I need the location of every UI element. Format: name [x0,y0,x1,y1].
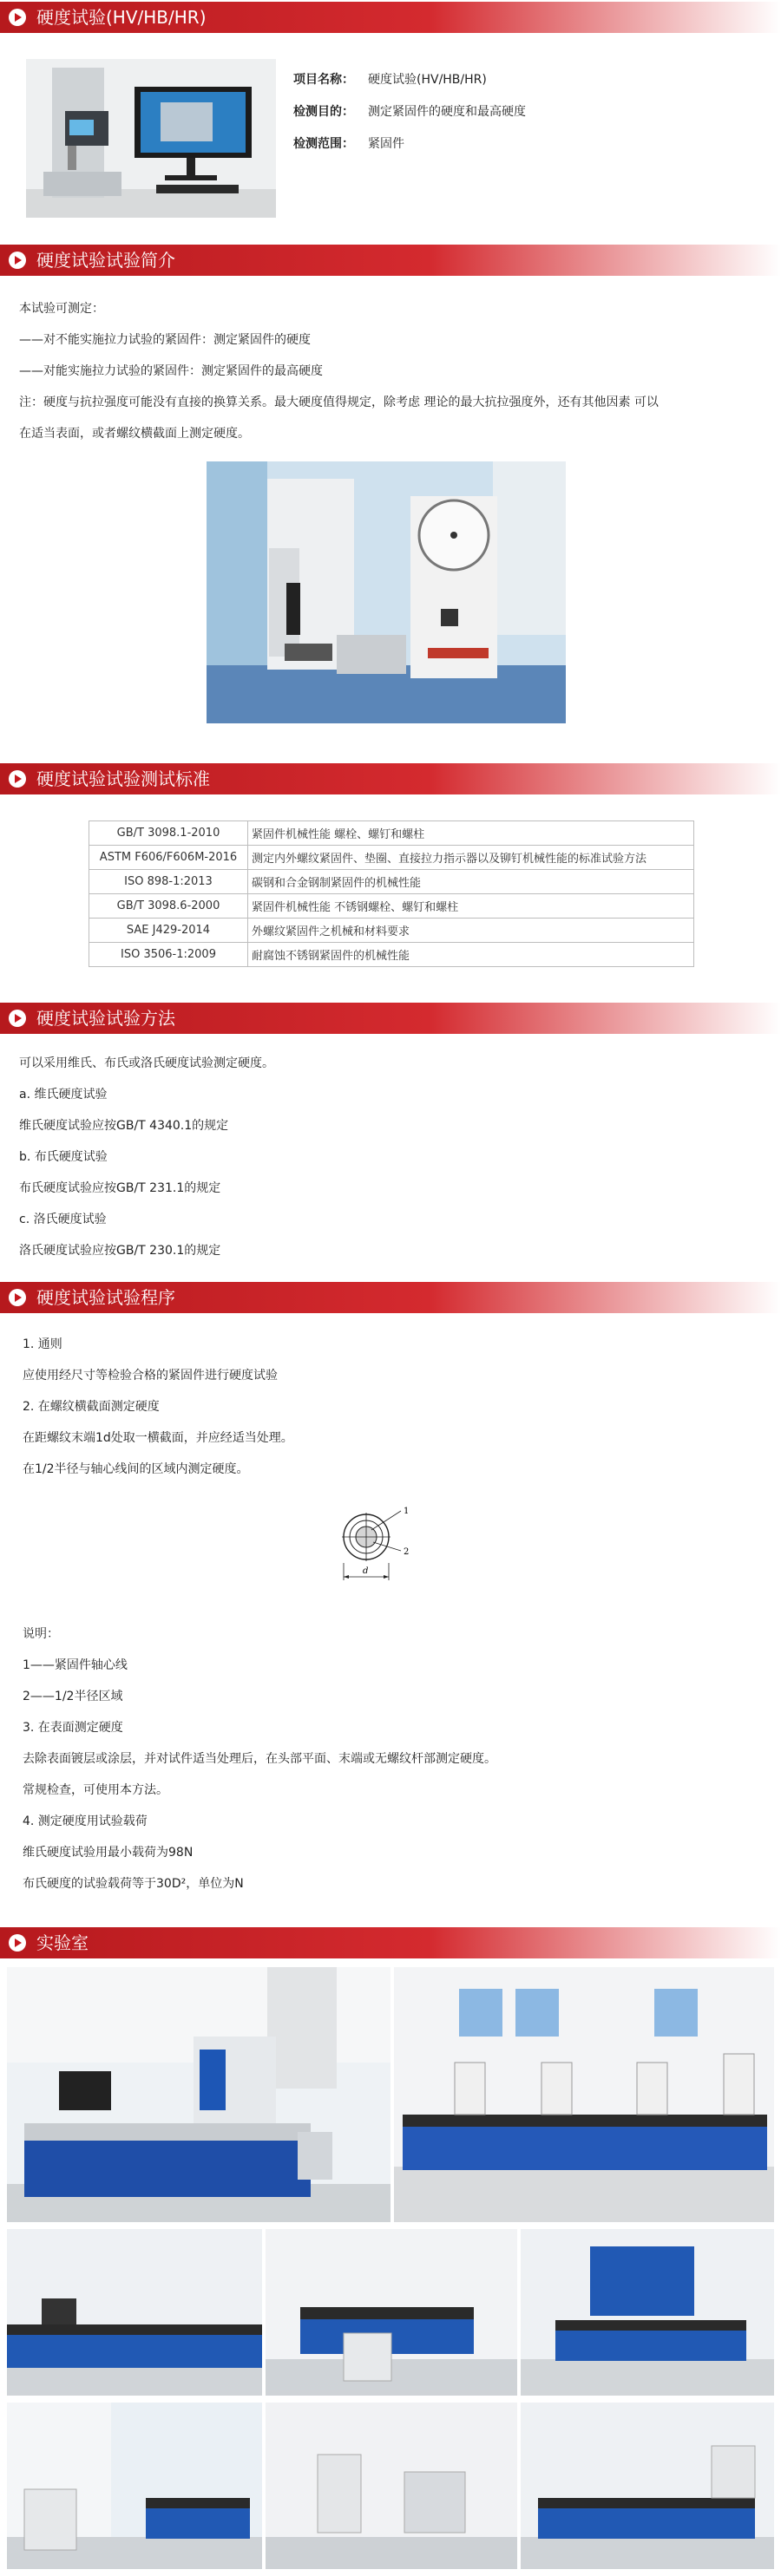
purpose-value: 测定紧固件的硬度和最高硬度 [368,105,526,119]
purpose-label: 检测目的： [293,105,354,119]
procedure-line: 布氏硬度的试验载荷等于30D²，单位为N [23,1877,244,1891]
standard-code: ASTM F606/F606M-2016 [89,846,248,870]
section-header-method [0,1003,781,1034]
standard-code: ISO 3506-1:2009 [89,943,248,967]
arrow-right-icon [9,1934,26,1952]
table-row [89,894,694,919]
table-row [89,919,694,943]
standard-code: SAE J429-2014 [89,919,248,943]
arrow-right-icon [9,1289,26,1306]
section-header-standards [0,763,781,794]
bolt-cross-section-diagram [330,1500,434,1596]
arrow-right-icon [9,9,26,26]
standard-desc: 紧固件机械性能 不锈钢螺栓、螺钉和螺柱 [248,894,694,919]
standard-desc: 测定内外螺纹紧固件、垫圈、直接拉力指示器以及铆钉机械性能的标准试验方法 [248,846,694,870]
arrow-right-icon [9,1010,26,1027]
method-line: 洛氏硬度试验应按GB/T 230.1的规定 [19,1244,221,1258]
vickers-hardness-tester-photo [26,59,276,218]
lab-photo-hardness-room [394,1967,774,2222]
diagram-label-d: d [363,1566,369,1576]
table-row [89,821,694,846]
section-title: 实验室 [36,1932,89,1953]
standard-code: GB/T 3098.1-2010 [89,821,248,846]
intro-line: ——对不能实施拉力试验的紧固件：测定紧固件的硬度 [19,333,311,347]
procedure-line: 3. 在表面测定硬度 [23,1721,123,1735]
section-title: 硬度试验(HV/HB/HR) [36,7,207,28]
lab-photo-small [266,2229,517,2396]
procedure-line: 常规检查，可使用本方法。 [23,1783,168,1797]
procedure-line: 1——紧固件轴心线 [23,1658,128,1672]
lab-photo-small [521,2229,774,2396]
arrow-right-icon [9,252,26,269]
method-line: 布氏硬度试验应按GB/T 231.1的规定 [19,1181,221,1195]
procedure-line: 去除表面镀层或涂层，并对试件适当处理后，在头部平面、末端或无螺纹杆部测定硬度。 [23,1752,496,1766]
intro-line: 注：硬度与抗拉强度可能没有直接的换算关系。最大硬度值得规定，除考虑 理论的最大抗拉强度外，还有其他因素 可以 [19,396,659,409]
scope-label: 检测范围： [293,137,354,151]
procedure-line: 4. 测定硬度用试验载荷 [23,1814,148,1828]
procedure-line: 2. 在螺纹横截面测定硬度 [23,1400,160,1414]
table-row [89,870,694,894]
diagram-label-2: 2 [404,1547,410,1557]
procedure-line: 在1/2半径与轴心线间的区域内测定硬度。 [23,1462,249,1476]
standard-desc: 外螺纹紧固件之机械和材料要求 [248,919,694,943]
procedure-line: 在距螺纹末端1d处取一横截面，并应经适当处理。 [23,1431,293,1445]
diagram-label-1: 1 [404,1507,410,1516]
lab-photo-small [7,2229,262,2396]
method-line: 可以采用维氏、布氏或洛氏硬度试验测定硬度。 [19,1056,274,1070]
intro-line: ——对能实施拉力试验的紧固件：测定紧固件的最高硬度 [19,364,323,378]
intro-line: 在适当表面，或者螺纹横截面上测定硬度。 [19,427,250,441]
section-header-laboratory [0,1927,781,1958]
standards-table [89,821,694,967]
lab-photo-small [521,2403,774,2569]
method-line: b. 布氏硬度试验 [19,1150,108,1164]
standard-desc: 耐腐蚀不锈钢紧固件的机械性能 [248,943,694,967]
table-row [89,846,694,870]
section-header-procedure [0,1282,781,1313]
section-title: 硬度试验试验方法 [36,1008,175,1029]
project-name-value: 硬度试验(HV/HB/HR) [368,73,487,87]
standard-desc: 碳钢和合金钢制紧固件的机械性能 [248,870,694,894]
standard-code: GB/T 3098.6-2000 [89,894,248,919]
procedure-line: 说明： [23,1627,59,1641]
standard-code: ISO 898-1:2013 [89,870,248,894]
standard-desc: 紧固件机械性能 螺栓、螺钉和螺柱 [248,821,694,846]
procedure-line: 1. 通则 [23,1337,62,1351]
lab-photo-small [7,2403,262,2569]
section-title: 硬度试验试验程序 [36,1287,175,1308]
section-header-hardness-test [0,2,781,33]
intro-line: 本试验可测定： [19,302,104,316]
scope-value: 紧固件 [368,137,404,151]
procedure-line: 维氏硬度试验用最小载荷为98N [23,1846,194,1860]
lab-photo-small [266,2403,517,2569]
arrow-right-icon [9,770,26,788]
method-line: 维氏硬度试验应按GB/T 4340.1的规定 [19,1119,229,1133]
section-header-intro [0,245,781,276]
method-line: a. 维氏硬度试验 [19,1088,108,1102]
procedure-line: 2——1/2半径区域 [23,1690,123,1703]
section-title: 硬度试验试验简介 [36,250,175,271]
project-name-label: 项目名称： [293,73,354,87]
procedure-line: 应使用经尺寸等检验合格的紧固件进行硬度试验 [23,1369,278,1383]
method-line: c. 洛氏硬度试验 [19,1213,107,1226]
rockwell-hardness-tester-photo [207,461,566,723]
section-title: 硬度试验试验测试标准 [36,768,210,789]
lab-photo-spectrometer [7,1967,390,2222]
table-row [89,943,694,967]
